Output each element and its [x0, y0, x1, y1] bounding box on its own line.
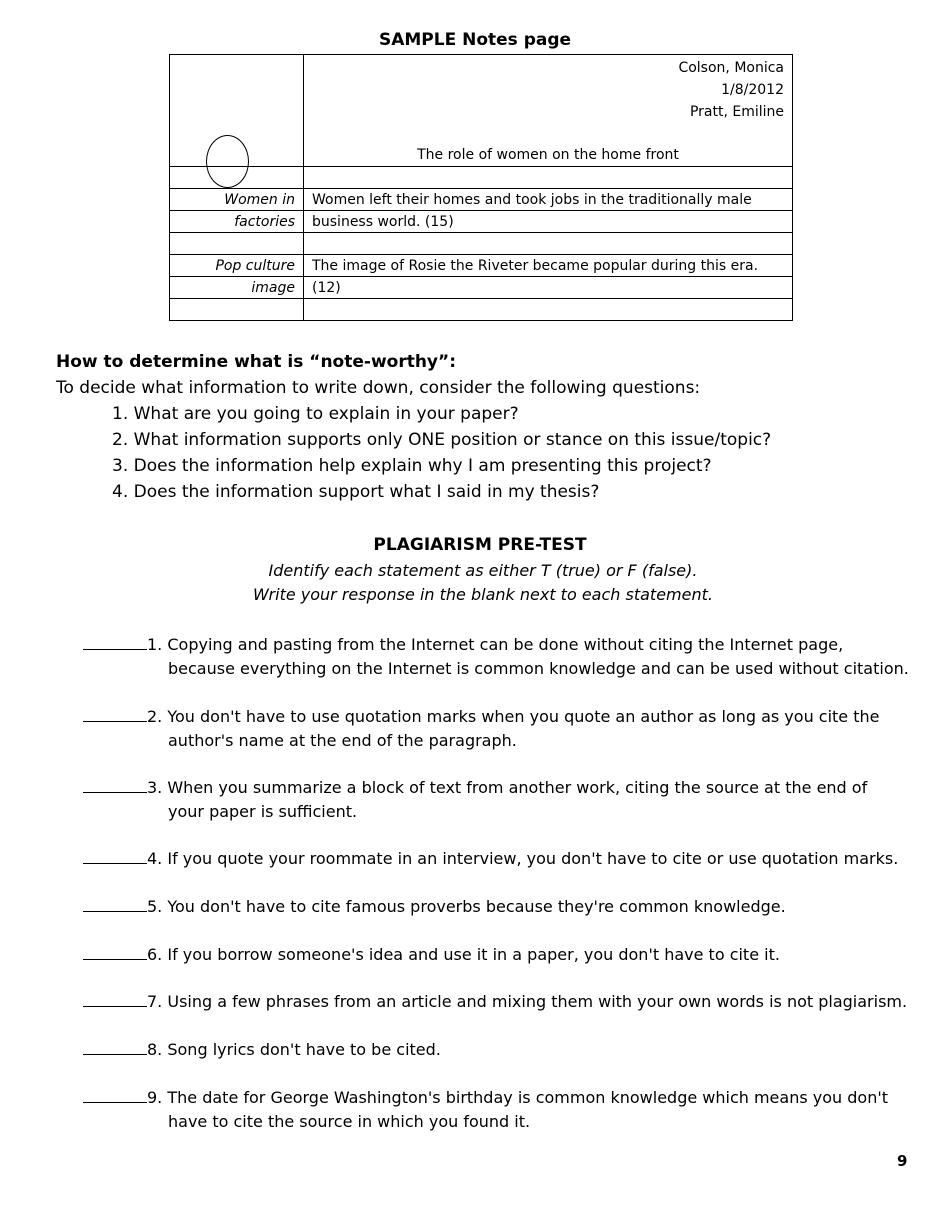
pretest-item [83, 1085, 913, 1134]
answer-blank[interactable] [83, 1037, 147, 1055]
item-number: 6. [147, 945, 163, 964]
pretest-item [83, 704, 913, 753]
answer-blank[interactable] [83, 989, 147, 1007]
item-number: 5. [147, 897, 163, 916]
note-cell: Women left their homes and took jobs in the traditionally male [304, 189, 793, 211]
pretest-item [83, 775, 913, 824]
notes-page-title: SAMPLE Notes page [378, 30, 572, 50]
item-text: You don't have to use quotation marks when you quote an author as long as you cite the [167, 707, 880, 726]
annotation-ellipse [206, 135, 249, 188]
cue-cell: image [170, 277, 304, 299]
cue-cell: Pop culture [170, 255, 304, 277]
item-text: When you summarize a block of text from another work, citing the source at the end of [167, 778, 868, 797]
answer-blank[interactable] [83, 942, 147, 960]
notes-date: 1/8/2012 [721, 82, 784, 98]
note-cell-empty [304, 233, 793, 255]
pretest-item [83, 846, 913, 871]
pretest-title: PLAGIARISM PRE-TEST [373, 535, 587, 555]
pretest-item [83, 989, 913, 1014]
item-text-continued: because everything on the Internet is common knowledge and can be used without citation. [168, 659, 909, 678]
pretest-item [83, 1037, 913, 1062]
item-number: 2. [147, 707, 163, 726]
noteworthy-question: 3. Does the information help explain why I am presenting this project? [112, 456, 712, 476]
pretest-instruction: Identify each statement as either T (true) or F (false). [268, 561, 698, 580]
answer-blank[interactable] [83, 704, 147, 722]
pretest-item [83, 942, 913, 967]
answer-blank[interactable] [83, 632, 147, 650]
answer-blank[interactable] [83, 894, 147, 912]
item-text: Copying and pasting from the Internet can be done without citing the Internet page, [167, 635, 844, 654]
item-text: Using a few phrases from an article and mixing them with your own words is not plagiarism. [167, 992, 908, 1011]
note-cell-empty [304, 299, 793, 321]
note-cell: business world. (15) [304, 211, 793, 233]
pretest-item [83, 632, 913, 681]
cue-cell-empty [170, 233, 304, 255]
author-name-2: Pratt, Emiline [689, 104, 784, 120]
item-text: You don't have to cite famous proverbs because they're common knowledge. [167, 897, 786, 916]
item-text: Song lyrics don't have to be cited. [167, 1040, 441, 1059]
item-text-continued: author's name at the end of the paragraph. [168, 731, 517, 750]
pretest-instruction: Write your response in the blank next to each statement. [253, 585, 713, 604]
item-text: The date for George Washington's birthday is common knowledge which means you don't [167, 1088, 889, 1107]
note-cell: The image of Rosie the Riveter became popular during this era. [304, 255, 793, 277]
notes-header-cell [304, 55, 793, 167]
noteworthy-question: 2. What information supports only ONE position or stance on this issue/topic? [112, 430, 772, 450]
item-text-continued: have to cite the source in which you found it. [168, 1112, 531, 1131]
note-cell-empty [304, 167, 793, 189]
cue-cell: factories [170, 211, 304, 233]
noteworthy-question: 4. Does the information support what I said in my thesis? [112, 482, 600, 502]
item-text: If you quote your roommate in an interview, you don't have to cite or use quotation marks. [167, 849, 899, 868]
note-cell: (12) [304, 277, 793, 299]
noteworthy-heading: How to determine what is “note-worthy”: [56, 352, 456, 372]
answer-blank[interactable] [83, 846, 147, 864]
noteworthy-intro: To decide what information to write down, consider the following questions: [56, 378, 701, 398]
pretest-item [83, 894, 913, 919]
answer-blank[interactable] [83, 1085, 147, 1103]
item-number: 7. [147, 992, 163, 1011]
item-number: 8. [147, 1040, 163, 1059]
item-number: 3. [147, 778, 163, 797]
author-name-1: Colson, Monica [678, 60, 784, 76]
noteworthy-question: 1. What are you going to explain in your paper? [112, 404, 519, 424]
item-text: If you borrow someone's idea and use it in a paper, you don't have to cite it. [167, 945, 780, 964]
item-number: 4. [147, 849, 163, 868]
cue-cell-empty [170, 299, 304, 321]
cue-cell: Women in [170, 189, 304, 211]
page-number: 9 [897, 1152, 908, 1170]
item-number: 1. [147, 635, 163, 654]
notes-topic: The role of women on the home front [417, 147, 679, 163]
answer-blank[interactable] [83, 775, 147, 793]
item-number: 9. [147, 1088, 163, 1107]
sample-notes-table [169, 54, 793, 321]
item-text-continued: your paper is sufficient. [168, 802, 358, 821]
